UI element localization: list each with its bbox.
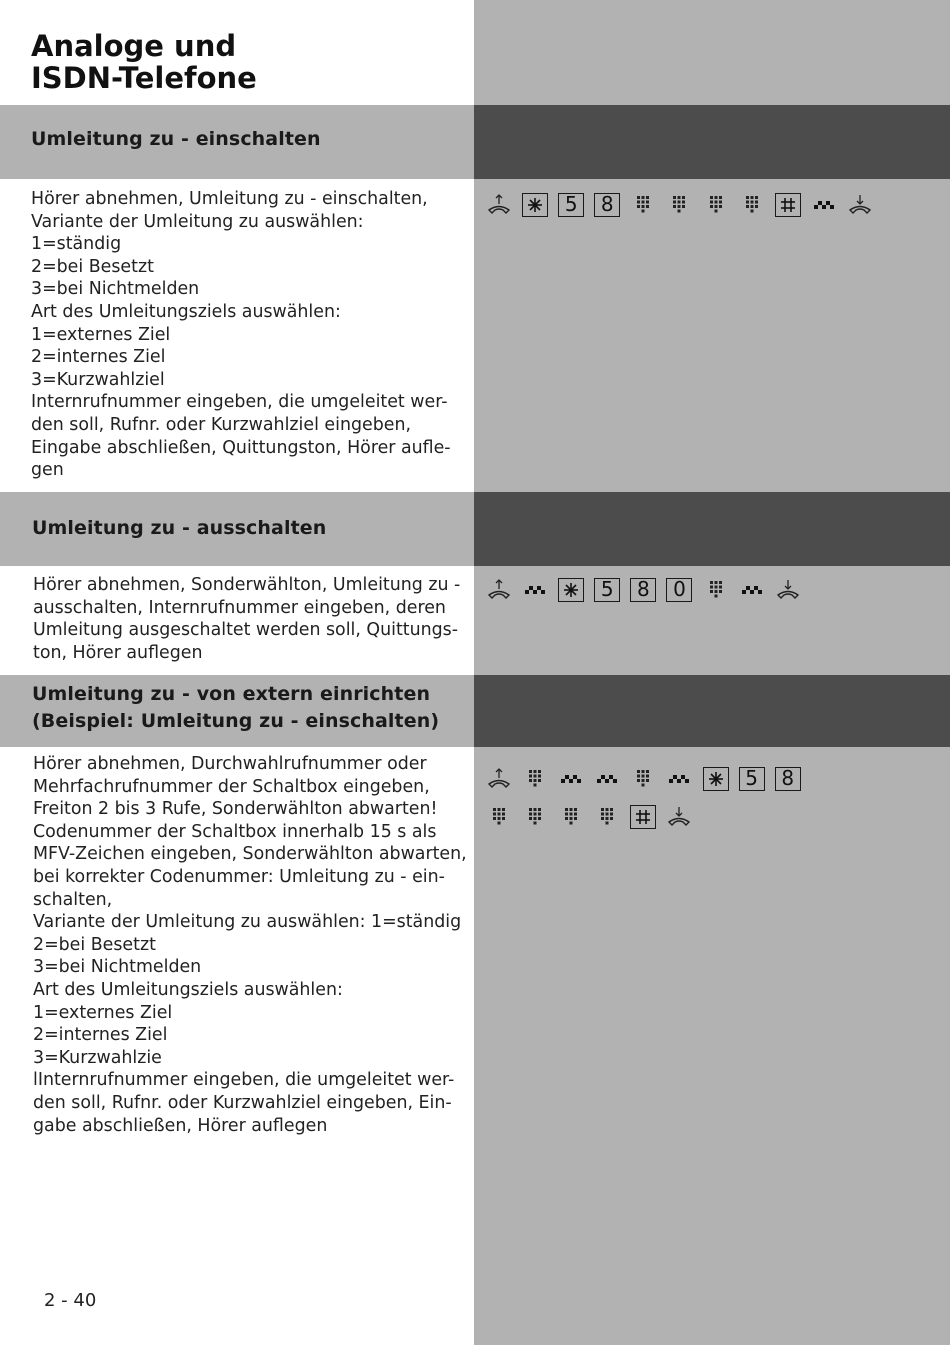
keypad-icon [666,193,692,217]
star-key [558,578,584,602]
page-title: Analoge und ISDN-Telefone [31,29,257,95]
tone-icon [739,578,765,602]
section-1-heading: Umleitung zu - einschalten [31,128,321,150]
keypad-icon [739,193,765,217]
digit-key: 5 [558,193,584,217]
star-key [703,767,729,791]
section-1-text: Hörer abnehmen, Umleitung zu - einschalten, Variante der Umleitung zu auswählen: 1=ständig 2=bei Besetzt 3=bei Nichtmelden Art des Umleitungsziels auswählen: 1=externes Ziel 2=internes Ziel 3=Kurzwahlziel Internrufnummer eingeben, die umgeleitet wer- den soll, Rufnr. oder Kurzwahlziel eingeben, Eingabe abschließen, Quittungston, Hörer aufle- gen [31,189,451,481]
keypad-icon [522,767,548,791]
tone-icon [594,767,620,791]
keypad-icon [522,805,548,829]
section-3-heading: Umleitung zu - von extern einrichten (Beispiel: Umleitung zu - einschalten) [32,683,440,732]
section-1-header [0,105,950,179]
section-3-sequence-row-1 [486,767,806,797]
keypad-icon [630,767,656,791]
star-key [522,193,548,217]
section-2-heading: Umleitung zu - ausschalten [32,517,327,539]
handset-lift-icon [486,767,512,791]
hash-key [775,193,801,217]
tone-icon [666,767,692,791]
keypad-icon [486,805,512,829]
section-2-sequence [486,578,806,608]
keypad-icon [630,193,656,217]
keypad-icon [703,578,729,602]
handset-lift-icon [486,578,512,602]
digit-key: 5 [739,767,765,791]
tone-icon [811,193,837,217]
page-number: 2 - 40 [44,1290,97,1311]
tone-icon [522,578,548,602]
keypad-icon [703,193,729,217]
digit-key: 8 [775,767,801,791]
keypad-icon [558,805,584,829]
section-3-header [0,675,950,747]
handset-hang-icon [775,578,801,602]
section-2-header [0,492,950,566]
keypad-icon [594,805,620,829]
digit-key: 5 [594,578,620,602]
handset-lift-icon [486,193,512,217]
hash-key [630,805,656,829]
tone-icon [558,767,584,791]
digit-key: 8 [630,578,656,602]
handset-hang-icon [666,805,692,829]
section-3-text: Hörer abnehmen, Durchwahlrufnummer oder Mehrfachrufnummer der Schaltbox eingeben, Freiton 2 bis 3 Rufe, Sonderwählton abwarten! Codenummer der Schaltbox innerhalb 15 s als MFV-Zeichen eingeben, Sonderwählton abwarten, bei korrekter Codenummer: Umleitung zu - ein- schalten, Variante der Umleitung zu auswählen: 1=ständig 2=bei Besetzt 3=bei Nichtmelden Art des Umleitungsziels auswählen: 1=externes Ziel 2=internes Ziel 3=Kurzwahlzie lInternrufnummer eingeben, die umgeleitet wer- den soll, Rufnr. oder Kurzwahlziel eingeben, Ein- gabe abschließen, Hörer auflegen [33,754,467,1136]
section-1-sequence [486,193,878,223]
section-2-text: Hörer abnehmen, Sonderwählton, Umleitung zu - ausschalten, Internrufnummer eingeben, deren Umleitung ausgeschaltet werden soll, Quittungs- ton, Hörer auflegen [33,575,461,663]
section-3-sequence-row-2 [486,805,697,835]
digit-key: 8 [594,193,620,217]
digit-key: 0 [666,578,692,602]
handset-hang-icon [847,193,873,217]
